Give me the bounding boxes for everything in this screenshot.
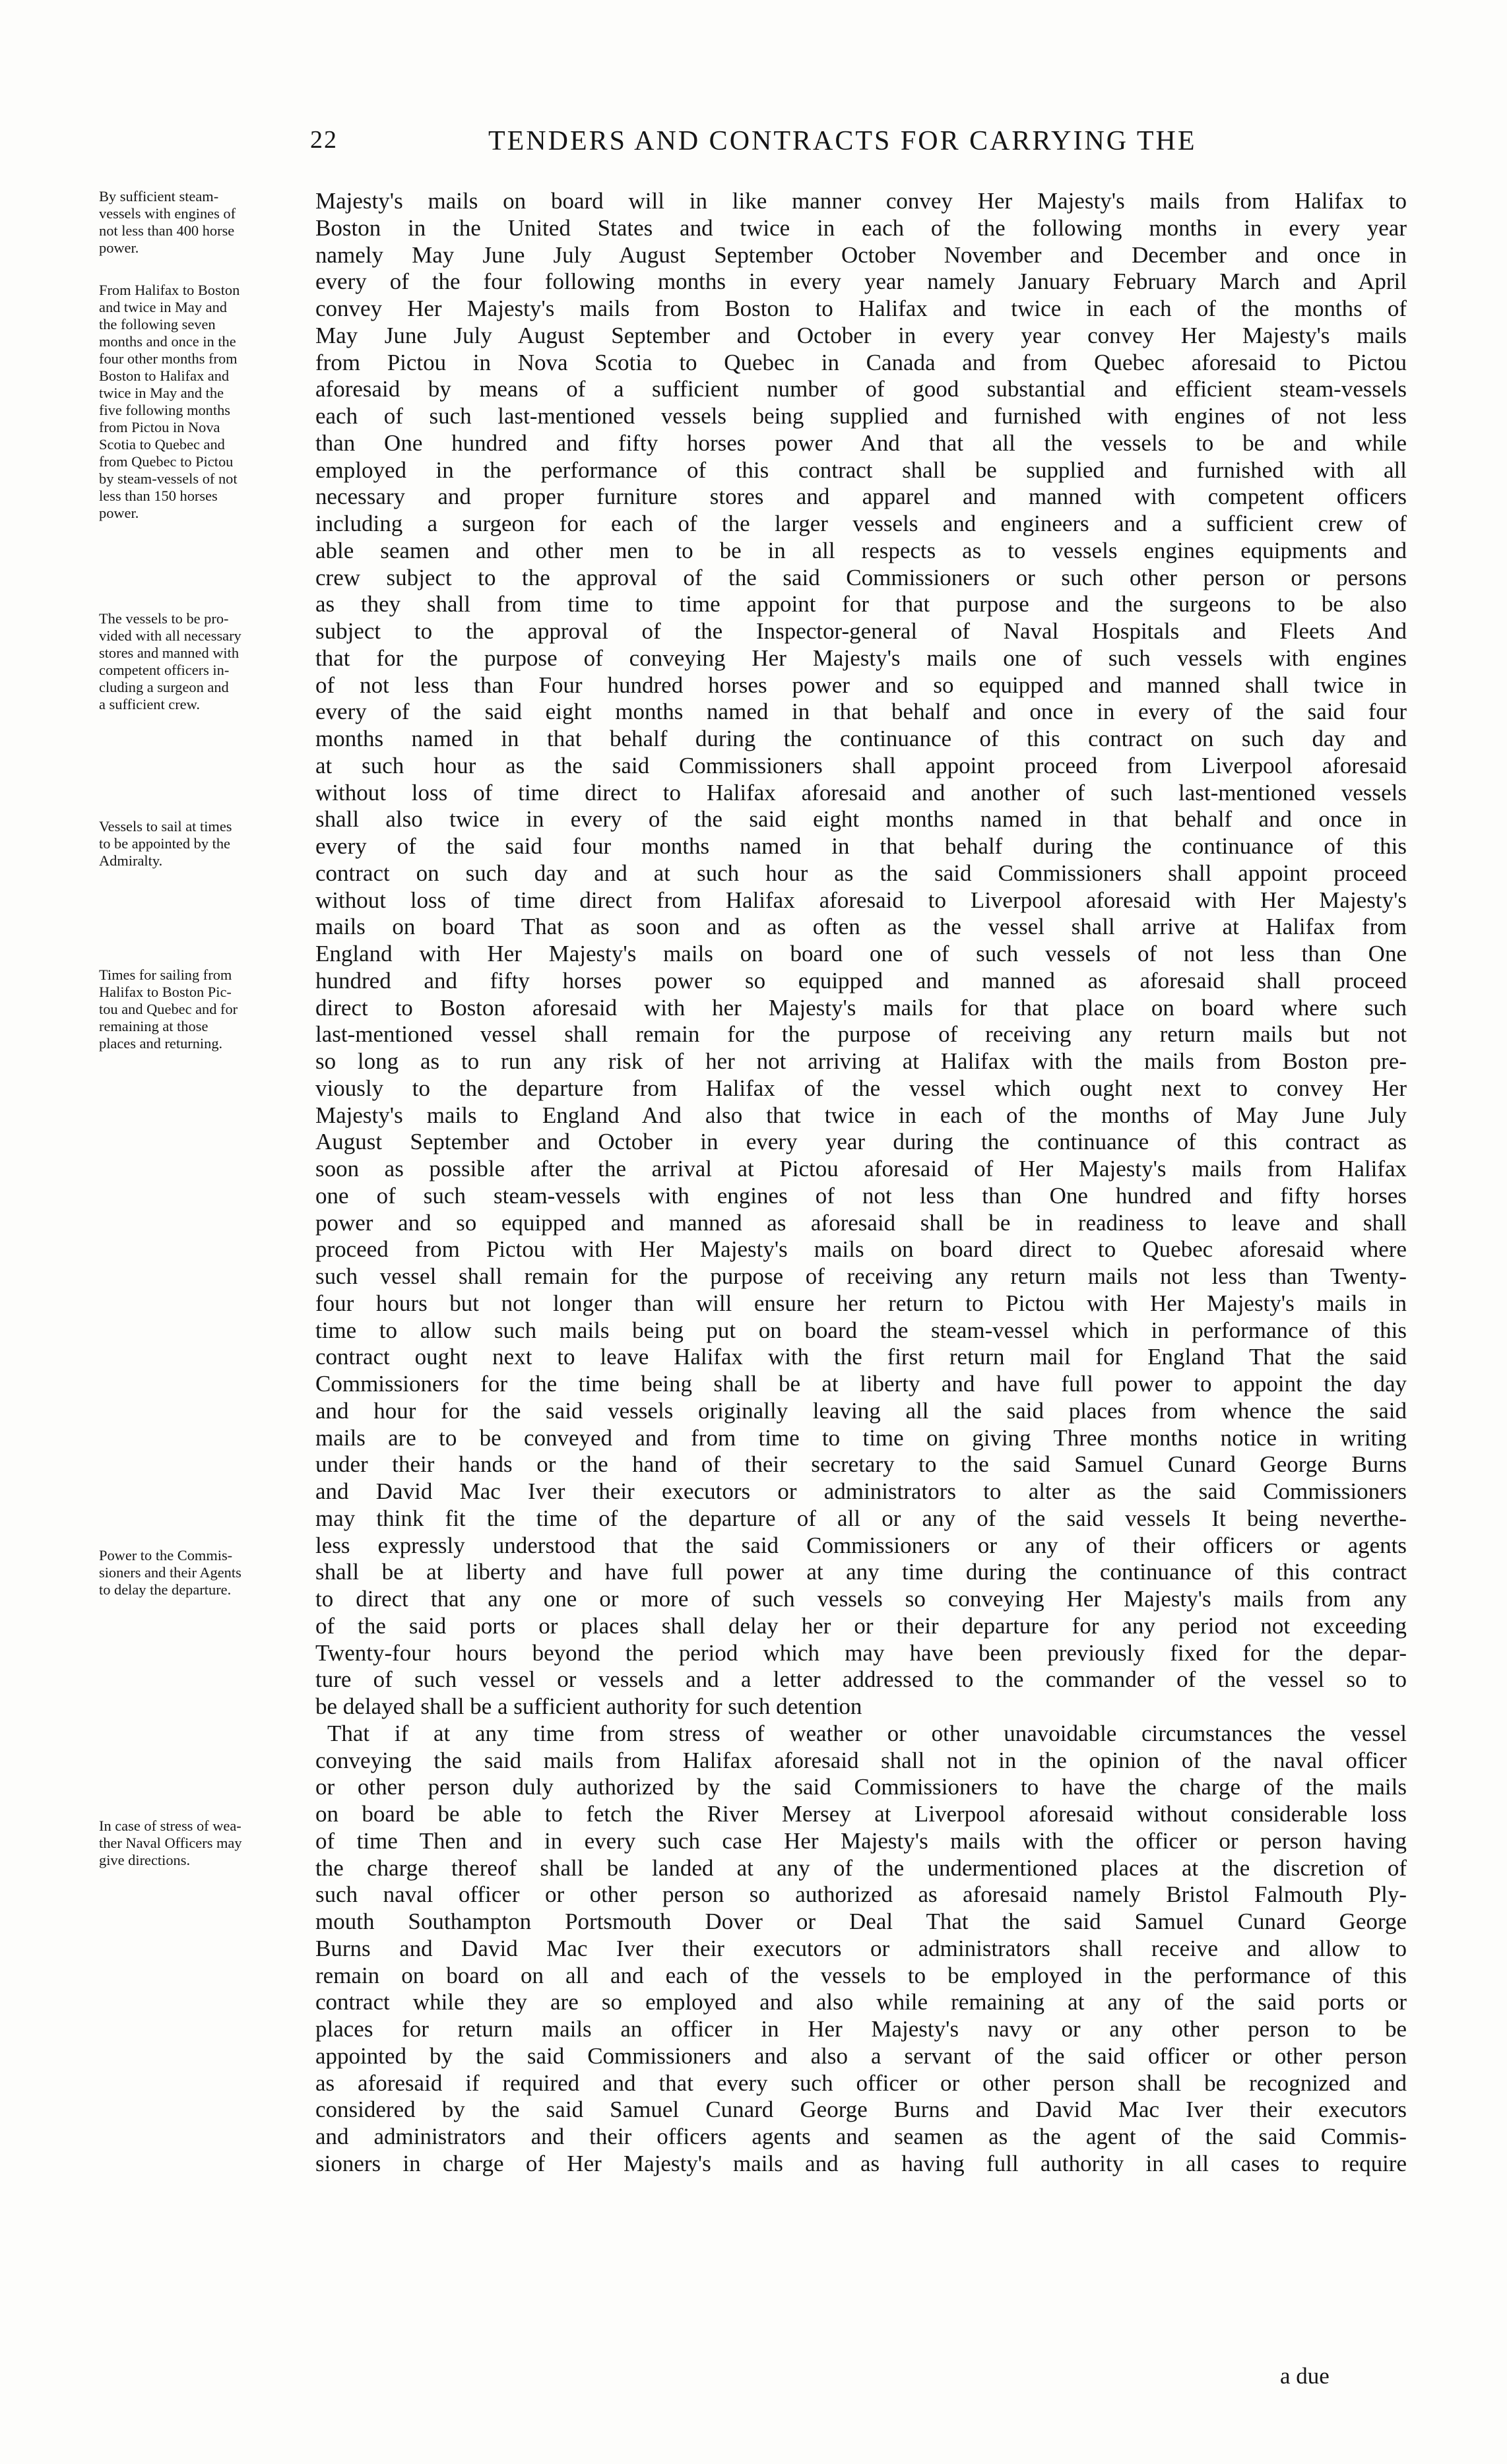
catchword: a due [1280,2363,1330,2389]
text-line: places for return mails an officer in Her Majesty's navy or any other person to be [315,2016,1407,2042]
margin-note-line: give directions. [99,1852,191,1868]
text-line: than One hundred and fifty horses power And that all the vessels to be and while [315,429,1407,456]
margin-note-vessels-provided [99,610,317,713]
text-line: That if at any time from stress of weather or other unavoidable circumstances the vessel [327,1720,1407,1746]
running-title: TENDERS AND CONTRACTS FOR CARRYING THE [488,126,1197,156]
text-line: from Pictou in Nova Scotia to Quebec in Canada and from Quebec aforesaid to Pictou [315,349,1407,375]
text-line: mouth Southampton Portsmouth Dover or Deal That the said Samuel Cunard George [315,1909,1407,1934]
text-line: every of the said four months named in that behalf during the continuance of this [315,833,1407,859]
text-line: time to allow such mails being put on board the steam-vessel which in performance of this [315,1317,1407,1343]
main-text [315,188,1407,2178]
text-line: under their hands or the hand of their secretary to the said Samuel Cunard George Burns [315,1451,1407,1478]
margin-note-line: Boston to Halifax and [99,367,230,384]
margin-note-line: competent officers in- [99,662,230,678]
margin-note-power-delay [99,1547,317,1598]
text-line: Commissioners for the time being shall be at liberty and have full power to appoint the day [315,1371,1407,1397]
margin-note-line: four other months from [99,350,238,367]
text-line: last-mentioned vessel shall remain for the purpose of receiving any return mails but not [315,1021,1407,1048]
margin-note-times-sailing [99,966,317,1052]
text-line: every of the four following months in every year namely January February March and April [315,269,1407,295]
margin-note-line: From Halifax to Boston [99,282,240,298]
margin-note-line: not less than 400 horse [99,222,235,239]
text-line: soon as possible after the arrival at Pictou aforesaid of Her Majesty's mails from Halifax [315,1156,1407,1182]
text-line: on board be able to fetch the River Mersey at Liverpool aforesaid without considerable loss [315,1801,1407,1827]
margin-note-line: months and once in the [99,333,236,350]
text-line: Majesty's mails on board will in like manner convey Her Majesty's mails from Halifax to [315,188,1407,214]
text-line: contract while they are so employed and also while remaining at any of the said ports or [315,1989,1407,2015]
text-line: and hour for the said vessels originally leaving all the said places from whence the said [315,1397,1407,1424]
margin-note-line: Vessels to sail at times [99,818,232,835]
margin-note-line: Power to the Commis- [99,1547,233,1564]
margin-note-line: Times for sailing from [99,966,232,983]
margin-note-line: the following seven [99,316,216,332]
margin-note-line: Admiralty. [99,852,163,869]
text-line: namely May June July August September October November and December and once in [315,241,1407,268]
margin-note-line: cluding a surgeon and [99,679,229,695]
text-line: or other person duly authorized by the said Commissioners to have the charge of the mails [315,1774,1407,1800]
text-line: contract on such day and at such hour as the said Commissioners shall appoint proceed [315,860,1407,886]
margin-note-line: tou and Quebec and for [99,1001,238,1017]
margin-note-line: power. [99,239,139,256]
text-line: able seamen and other men to be in all respects as to vessels engines equipments and [315,537,1407,563]
margin-note-line: less than 150 horses [99,488,218,504]
text-line: each of such last-mentioned vessels being supplied and furnished with engines of not less [315,403,1407,429]
margin-note-halifax-boston [99,282,317,522]
text-line: such vessel shall remain for the purpose of receiving any return mails not less than Twenty- [315,1263,1407,1289]
text-line: as aforesaid if required and that every such officer or other person shall be recognized and [315,2069,1407,2096]
text-line: including a surgeon for each of the larger vessels and engineers and a sufficient crew of [315,511,1407,536]
page-header [310,125,1405,165]
margin-note-line: The vessels to be pro- [99,610,229,627]
text-line: mails are to be conveyed and from time to time on giving Three months notice in writing [315,1424,1407,1451]
text-line: appointed by the said Commissioners and also a servant of the said officer or other person [315,2042,1407,2069]
text-line: four hours but not longer than will ensure her return to Pictou with Her Majesty's mails in [315,1290,1407,1316]
margin-note-line: vessels with engines of [99,205,236,222]
margin-note-line: vided with all necessary [99,627,241,644]
text-line: shall be at liberty and have full power at any time during the continuance of this contract [315,1559,1407,1585]
margin-note-line: by steam-vessels of not [99,470,238,487]
text-line: ture of such vessel or vessels and a letter addressed to the commander of the vessel so to [315,1666,1407,1693]
text-line: every of the said eight months named in that behalf and once in every of the said four [315,699,1407,725]
text-line: without loss of time direct from Halifax aforesaid to Liverpool aforesaid with Her Majesty's [315,887,1407,913]
text-line: as they shall from time to time appoint for that purpose and the surgeons to be also [315,591,1407,617]
margin-note-line: Halifax to Boston Pic- [99,984,232,1000]
text-line: viously to the departure from Halifax of the vessel which ought next to convey Her [315,1075,1407,1101]
text-line: Burns and David Mac Iver their executors or administrators shall receive and allow to [315,1935,1407,1961]
text-line: shall also twice in every of the said eight months named in that behalf and once in [315,806,1407,833]
text-line: less expressly understood that the said Commissioners or any of their officers or agents [315,1532,1407,1558]
text-line: May June July August September and October in every year convey Her Majesty's mails [315,322,1407,348]
margin-note-line: places and returning. [99,1035,223,1052]
margin-note-line: Scotia to Quebec and [99,436,225,453]
text-line: convey Her Majesty's mails from Boston to Halifax and twice in each of the months of [315,296,1407,321]
margin-note-line: five following months [99,402,231,418]
text-line: subject to the approval of the Inspector-general of Naval Hospitals and Fleets And [315,618,1407,644]
text-line: contract ought next to leave Halifax with the first return mail for England That the said [315,1344,1407,1370]
margin-note-line: In case of stress of wea- [99,1817,241,1834]
margin-note-line: sioners and their Agents [99,1564,241,1581]
margin-note-line: ther Naval Officers may [99,1835,242,1851]
text-line: so long as to run any risk of her not arriving at Halifax with the mails from Boston pre- [315,1048,1407,1074]
text-line: months named in that behalf during the continuance of this contract on such day and [315,726,1407,751]
margin-note-line: from Pictou in Nova [99,419,220,435]
text-line: that for the purpose of conveying Her Majesty's mails one of such vessels with engines [315,645,1407,671]
text-line: such naval officer or other person so authorized as aforesaid namely Bristol Falmouth Ply- [315,1881,1407,1908]
text-line: remain on board on all and each of the vessels to be employed in the performance of this [315,1962,1407,1988]
text-line: of time Then and in every such case Her Majesty's mails with the officer or person having [315,1827,1407,1854]
text-line: Majesty's mails to England And also that twice in each of the months of May June July [315,1102,1407,1128]
text-line: England with Her Majesty's mails on board one of such vessels of not less than One [315,941,1407,966]
text-line: one of such steam-vessels with engines of not less than One hundred and fifty horses [315,1182,1407,1209]
text-line: mails on board That as soon and as often as the vessel shall arrive at Halifax from [315,914,1407,940]
margin-note-line: to delay the departure. [99,1581,232,1598]
margin-note-line: a sufficient crew. [99,696,200,712]
text-line: August September and October in every year during the continuance of this contract as [315,1129,1407,1155]
text-line: hundred and fifty horses power so equipped and manned as aforesaid shall proceed [315,967,1407,994]
text-line: Boston in the United States and twice in each of the following months in every year [315,214,1407,241]
text-line: proceed from Pictou with Her Majesty's mails on board direct to Quebec aforesaid where [315,1236,1407,1263]
margin-note-line: from Quebec to Pictou [99,453,234,470]
text-line: power and so equipped and manned as aforesaid shall be in readiness to leave and shall [315,1209,1407,1236]
text-line: and administrators and their officers agents and seamen as the agent of the said Commis- [315,2124,1407,2149]
page-number: 22 [310,126,338,154]
text-line: be delayed shall be a sufficient authority for such detention [315,1693,862,1719]
text-line: aforesaid by means of a sufficient number of good substantial and efficient steam-vessels [315,376,1407,402]
margin-note-vessels-sail [99,818,317,869]
margin-note-stress-weather [99,1817,317,1869]
text-line: at such hour as the said Commissioners shall appoint proceed from Liverpool aforesaid [315,752,1407,778]
text-line: of the said ports or places shall delay her or their departure for any period not exceeding [315,1612,1407,1639]
text-line: without loss of time direct to Halifax aforesaid and another of such last-mentioned vessels [315,779,1407,806]
text-line: and David Mac Iver their executors or administrators to alter as the said Commissioners [315,1478,1407,1504]
margin-note-line: and twice in May and [99,299,227,315]
text-line: direct to Boston aforesaid with her Majesty's mails for that place on board where such [315,994,1407,1021]
text-line: employed in the performance of this contract shall be supplied and furnished with all [315,457,1407,483]
text-line: Twenty-four hours beyond the period which may have been previously fixed for the depar- [315,1639,1407,1666]
text-line: to direct that any one or more of such vessels so conveying Her Majesty's mails from any [315,1586,1407,1612]
text-line: of not less than Four hundred horses power and so equipped and manned shall twice in [315,672,1407,698]
text-line: crew subject to the approval of the said Commissioners or such other person or persons [315,564,1407,590]
text-line: conveying the said mails from Halifax aforesaid shall not in the opinion of the naval officer [315,1747,1407,1773]
text-line: the charge thereof shall be landed at any of the undermentioned places at the discretion of [315,1854,1407,1881]
margin-note-line: By sufficient steam- [99,188,219,205]
margin-note-line: to be appointed by the [99,835,230,852]
margin-note-line: power. [99,505,139,521]
text-line: sioners in charge of Her Majesty's mails and as having full authority in all cases to require [315,2150,1407,2176]
margin-note-steam-vessels [99,188,317,257]
margin-note-line: stores and manned with [99,645,240,661]
text-line: necessary and proper furniture stores and apparel and manned with competent officers [315,484,1407,510]
text-line: may think fit the time of the departure of all or any of the said vessels It being neverthe- [315,1505,1407,1531]
text-line: considered by the said Samuel Cunard George Burns and David Mac Iver their executors [315,2097,1407,2123]
margin-note-line: twice in May and the [99,385,224,401]
margin-note-line: remaining at those [99,1018,208,1034]
